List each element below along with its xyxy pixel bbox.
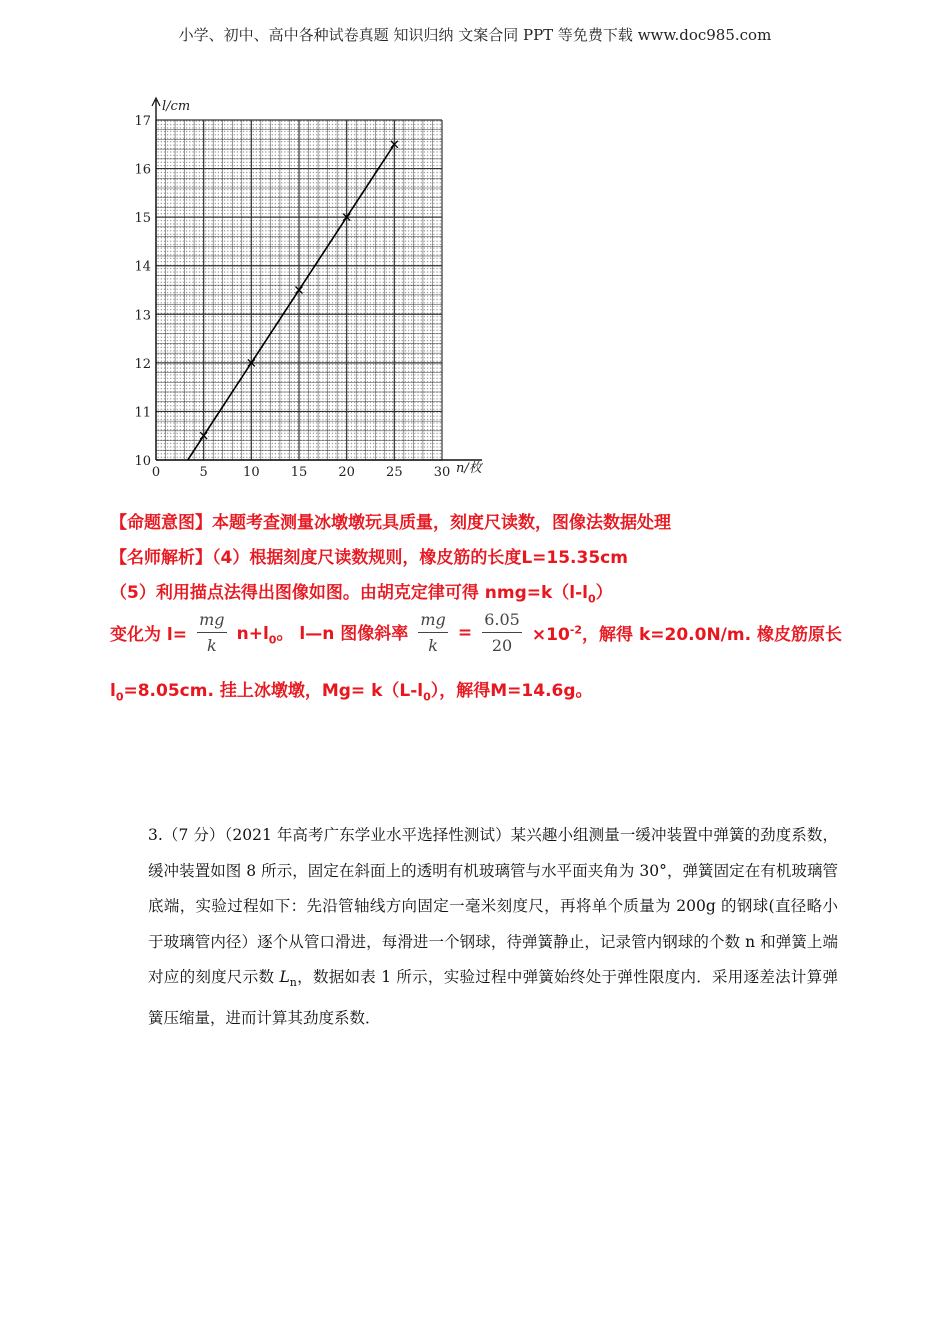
variable: L: [279, 968, 290, 986]
x-tick-label: 20: [338, 465, 355, 480]
x-tick-label: 10: [243, 465, 260, 480]
subscript: 0: [423, 690, 431, 704]
fraction-mg-over-k: [197, 610, 226, 655]
text: n+l: [236, 623, 269, 644]
text: l: [110, 681, 116, 701]
text-group: [532, 620, 842, 645]
denominator: k: [428, 636, 438, 655]
intent-line: 【命题意图】本题考查测量冰墩墩玩具质量，刻度尺读数，图像法数据处理: [110, 513, 671, 533]
analysis-result-line: [110, 676, 593, 703]
text: ×10: [531, 625, 570, 645]
x-tick-label: 0: [151, 465, 161, 480]
text: 。 l—n 图像斜率: [276, 623, 409, 644]
superscript: -2: [569, 623, 583, 637]
text: ）: [595, 583, 613, 603]
fraction-value: [482, 610, 522, 655]
equals: =: [457, 622, 473, 643]
x-tick-label: 5: [199, 465, 208, 480]
denominator: 20: [491, 636, 513, 655]
spring-length-chart: [128, 92, 498, 482]
y-tick-label: 10: [134, 454, 151, 469]
text: （5）利用描点法得出图像如图。由胡克定律可得 nmg=k（l-l: [110, 583, 588, 603]
y-tick-label: 15: [134, 211, 151, 227]
text: ，解得 k=20.0N/m. 橡皮筋原长: [582, 625, 842, 645]
x-tick-label: 15: [290, 465, 308, 480]
subscript: n: [289, 976, 297, 990]
text: 变化为 l=: [110, 625, 187, 645]
text-group: [237, 619, 409, 646]
y-tick-label: 12: [134, 356, 151, 372]
numerator: mg: [418, 610, 447, 633]
question-text: [148, 818, 838, 1036]
text: ，数据如表 1 所示，实验过程中弹簧始终处于弹性限度内．采用逐差法计算弹簧压缩量，进而计算其劲度系数．: [148, 968, 838, 1027]
analysis-formula-line: [110, 610, 842, 655]
analysis-line-4: 【名师解析】（4）根据刻度尺读数规则，橡皮筋的长度L=15.35cm: [110, 548, 628, 568]
text: ），解得M=14.6g。: [430, 681, 593, 701]
numerator: mg: [197, 610, 226, 633]
subscript: 0: [115, 690, 124, 704]
x-tick-label: 30: [433, 465, 451, 480]
fraction-slope: [418, 610, 447, 655]
x-tick-label: 25: [386, 465, 403, 480]
text: 3.（7 分）（2021 年高考广东学业水平选择性测试）某兴趣小组测量一缓冲装置中弹簧的劲度系数，缓冲装置如图 8 所示，固定在斜面上的透明有机玻璃管与水平面夹角为 30°，弹簧固定在有机玻璃管底端，实验过程如下：先沿管轴线方向固定一毫米刻度尺，再将单个质量为 200g 的钢球(直径略小于玻璃管内径）逐个从管口滑进，每滑进一个钢球，待弹簧静止，记录管内钢球的个数 n 和弹簧上端对应的刻度尺示数: [148, 826, 838, 986]
analysis-line-5: [110, 578, 613, 605]
y-tick-label: 16: [134, 162, 151, 178]
page-header: 小学、初中、高中各种试卷真题 知识归纳 文案合同 PPT 等免费下载 www.doc985.com: [178, 26, 772, 44]
y-tick-label: 11: [134, 405, 151, 421]
numerator: 6.05: [482, 610, 522, 633]
y-tick-label: 17: [134, 114, 151, 129]
denominator: k: [206, 636, 217, 655]
y-axis-label: l/cm: [162, 99, 191, 114]
subscript: 0: [268, 633, 277, 647]
y-tick-label: 13: [134, 308, 151, 324]
x-axis-label: n/枚: [456, 461, 482, 476]
y-tick-label: 14: [134, 259, 151, 275]
text: =8.05cm. 挂上冰墩墩，Mg= k（L-l: [123, 681, 424, 701]
question-3: [148, 818, 838, 1036]
subscript: 0: [588, 592, 596, 606]
